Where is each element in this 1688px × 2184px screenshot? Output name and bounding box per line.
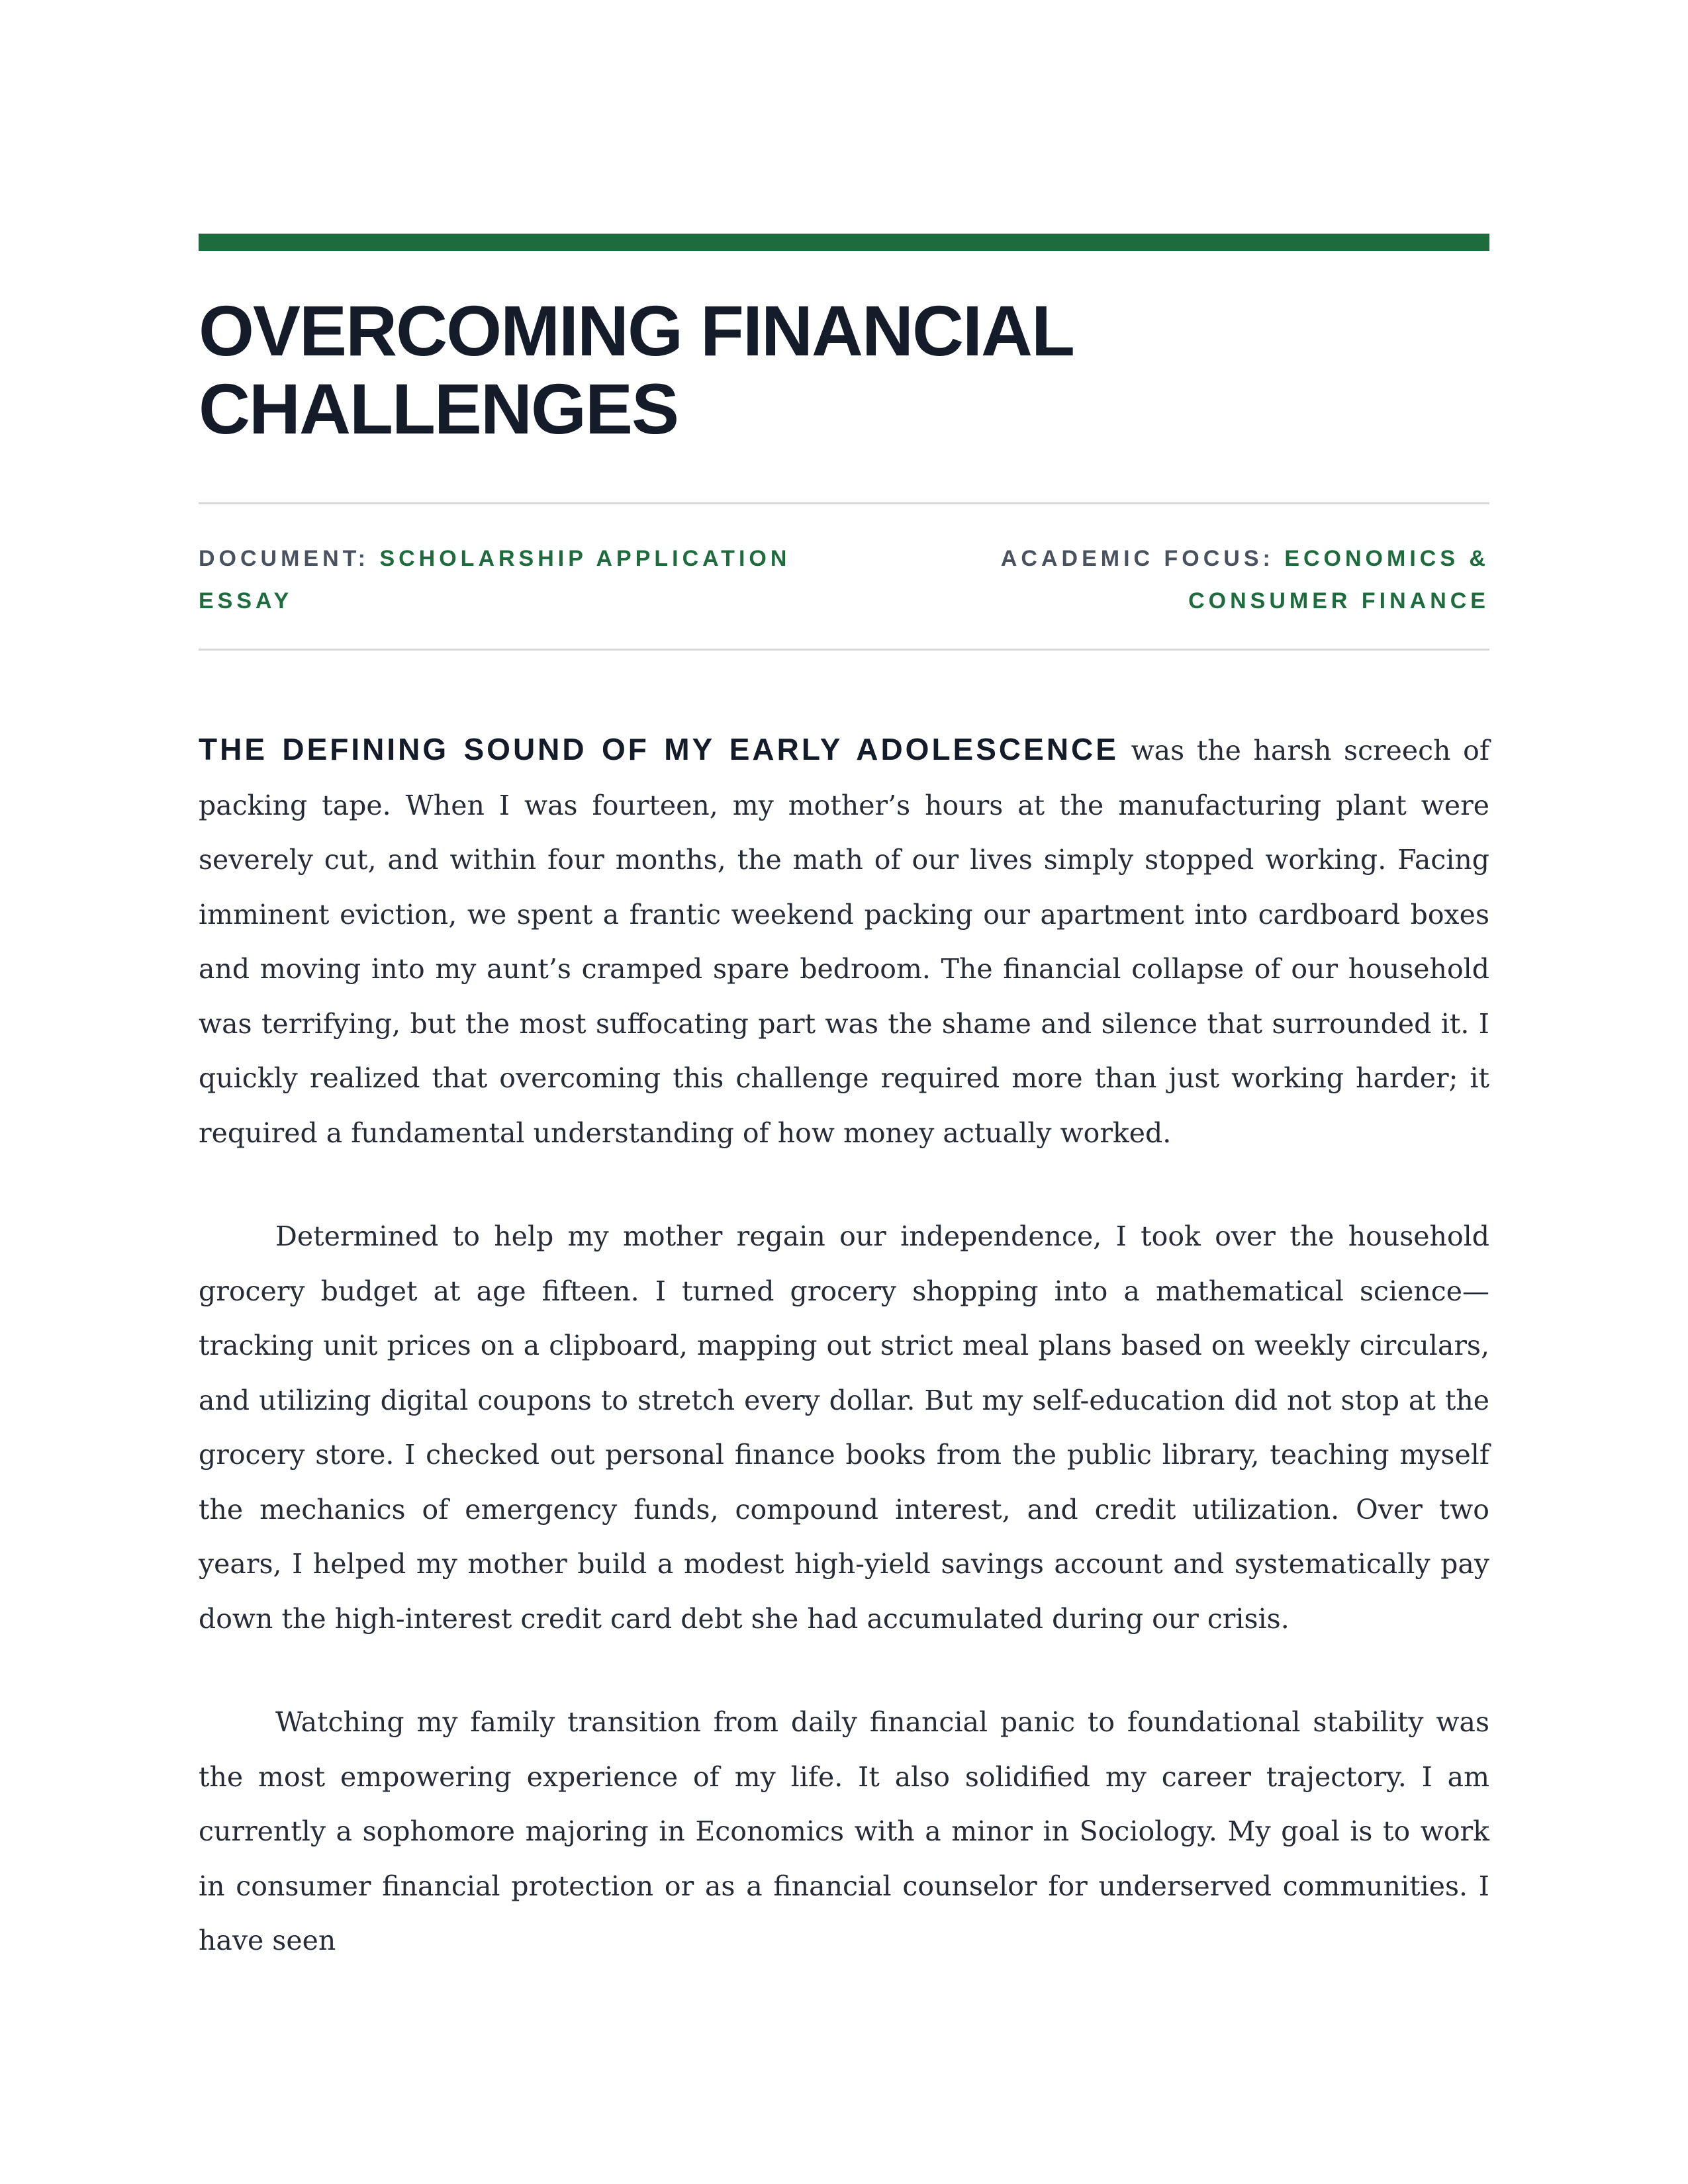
document-type (199, 537, 834, 622)
essay-body (199, 722, 1489, 1968)
document-meta (199, 502, 1489, 651)
academic-focus (854, 537, 1489, 622)
paragraph-lead-in: THE DEFINING SOUND OF MY EARLY ADOLESCENCE (199, 732, 1119, 766)
document-type-label: DOCUMENT: (199, 546, 369, 571)
academic-focus-value: ECONOMICS & CONSUMER FINANCE (1188, 546, 1489, 614)
document-type-value: SCHOLARSHIP APPLICATION ESSAY (199, 546, 791, 614)
essay-paragraph-2: Determined to help my mother regain our independence, I took over the household grocery budget at age fifteen. I turned grocery shopping into a mathematical science—tracking unit prices on a clipboard, mapping out strict meal plans based on weekly circulars, and utilizing digital coupons to stretch every dollar. But my self-education did not stop at the grocery store. I checked out personal finance books from the public library, teaching myself the mechanics of emergency funds, compound interest, and credit utilization. Over two years, I helped my mother build a modest high-yield savings account and systematically pay down the high-interest credit card debt she had accumulated during our crisis. (199, 1220, 1489, 1635)
document-title (199, 292, 1489, 448)
title-line-1: OVERCOMING FINANCIAL (199, 291, 1074, 371)
title-line-2: CHALLENGES (199, 369, 679, 449)
header-accent-bar (199, 234, 1489, 251)
academic-focus-label: ACADEMIC FOCUS: (1000, 546, 1274, 571)
essay-page (199, 234, 1489, 2017)
essay-paragraph-3: Watching my family transition from daily financial panic to foundational stability was the most empowering experience of my life. It also solidified my career trajectory. I am currently a sophomore majoring in Economics with a minor in Sociology. My goal is to work in consumer financial protection or as a financial counselor for underserved communities. I have seen (199, 1706, 1489, 1956)
paragraph-1-text: was the harsh screech of packing tape. When I was fourteen, my mother’s hours at the manufacturing plant were severely cut, and within four months, the math of our lives simply stopped working. Facing imminent eviction, we spent a frantic weekend packing our apartment into cardboard boxes and moving into my aunt’s cramped spare bedroom. The financial collapse of our household was terrifying, but the most suffocating part was the shame and silence that surrounded it. I quickly realized that overcoming this challenge required more than just working harder; it required a fundamental understanding of how money actually worked. (199, 735, 1489, 1149)
essay-paragraph-1 (199, 722, 1489, 1160)
